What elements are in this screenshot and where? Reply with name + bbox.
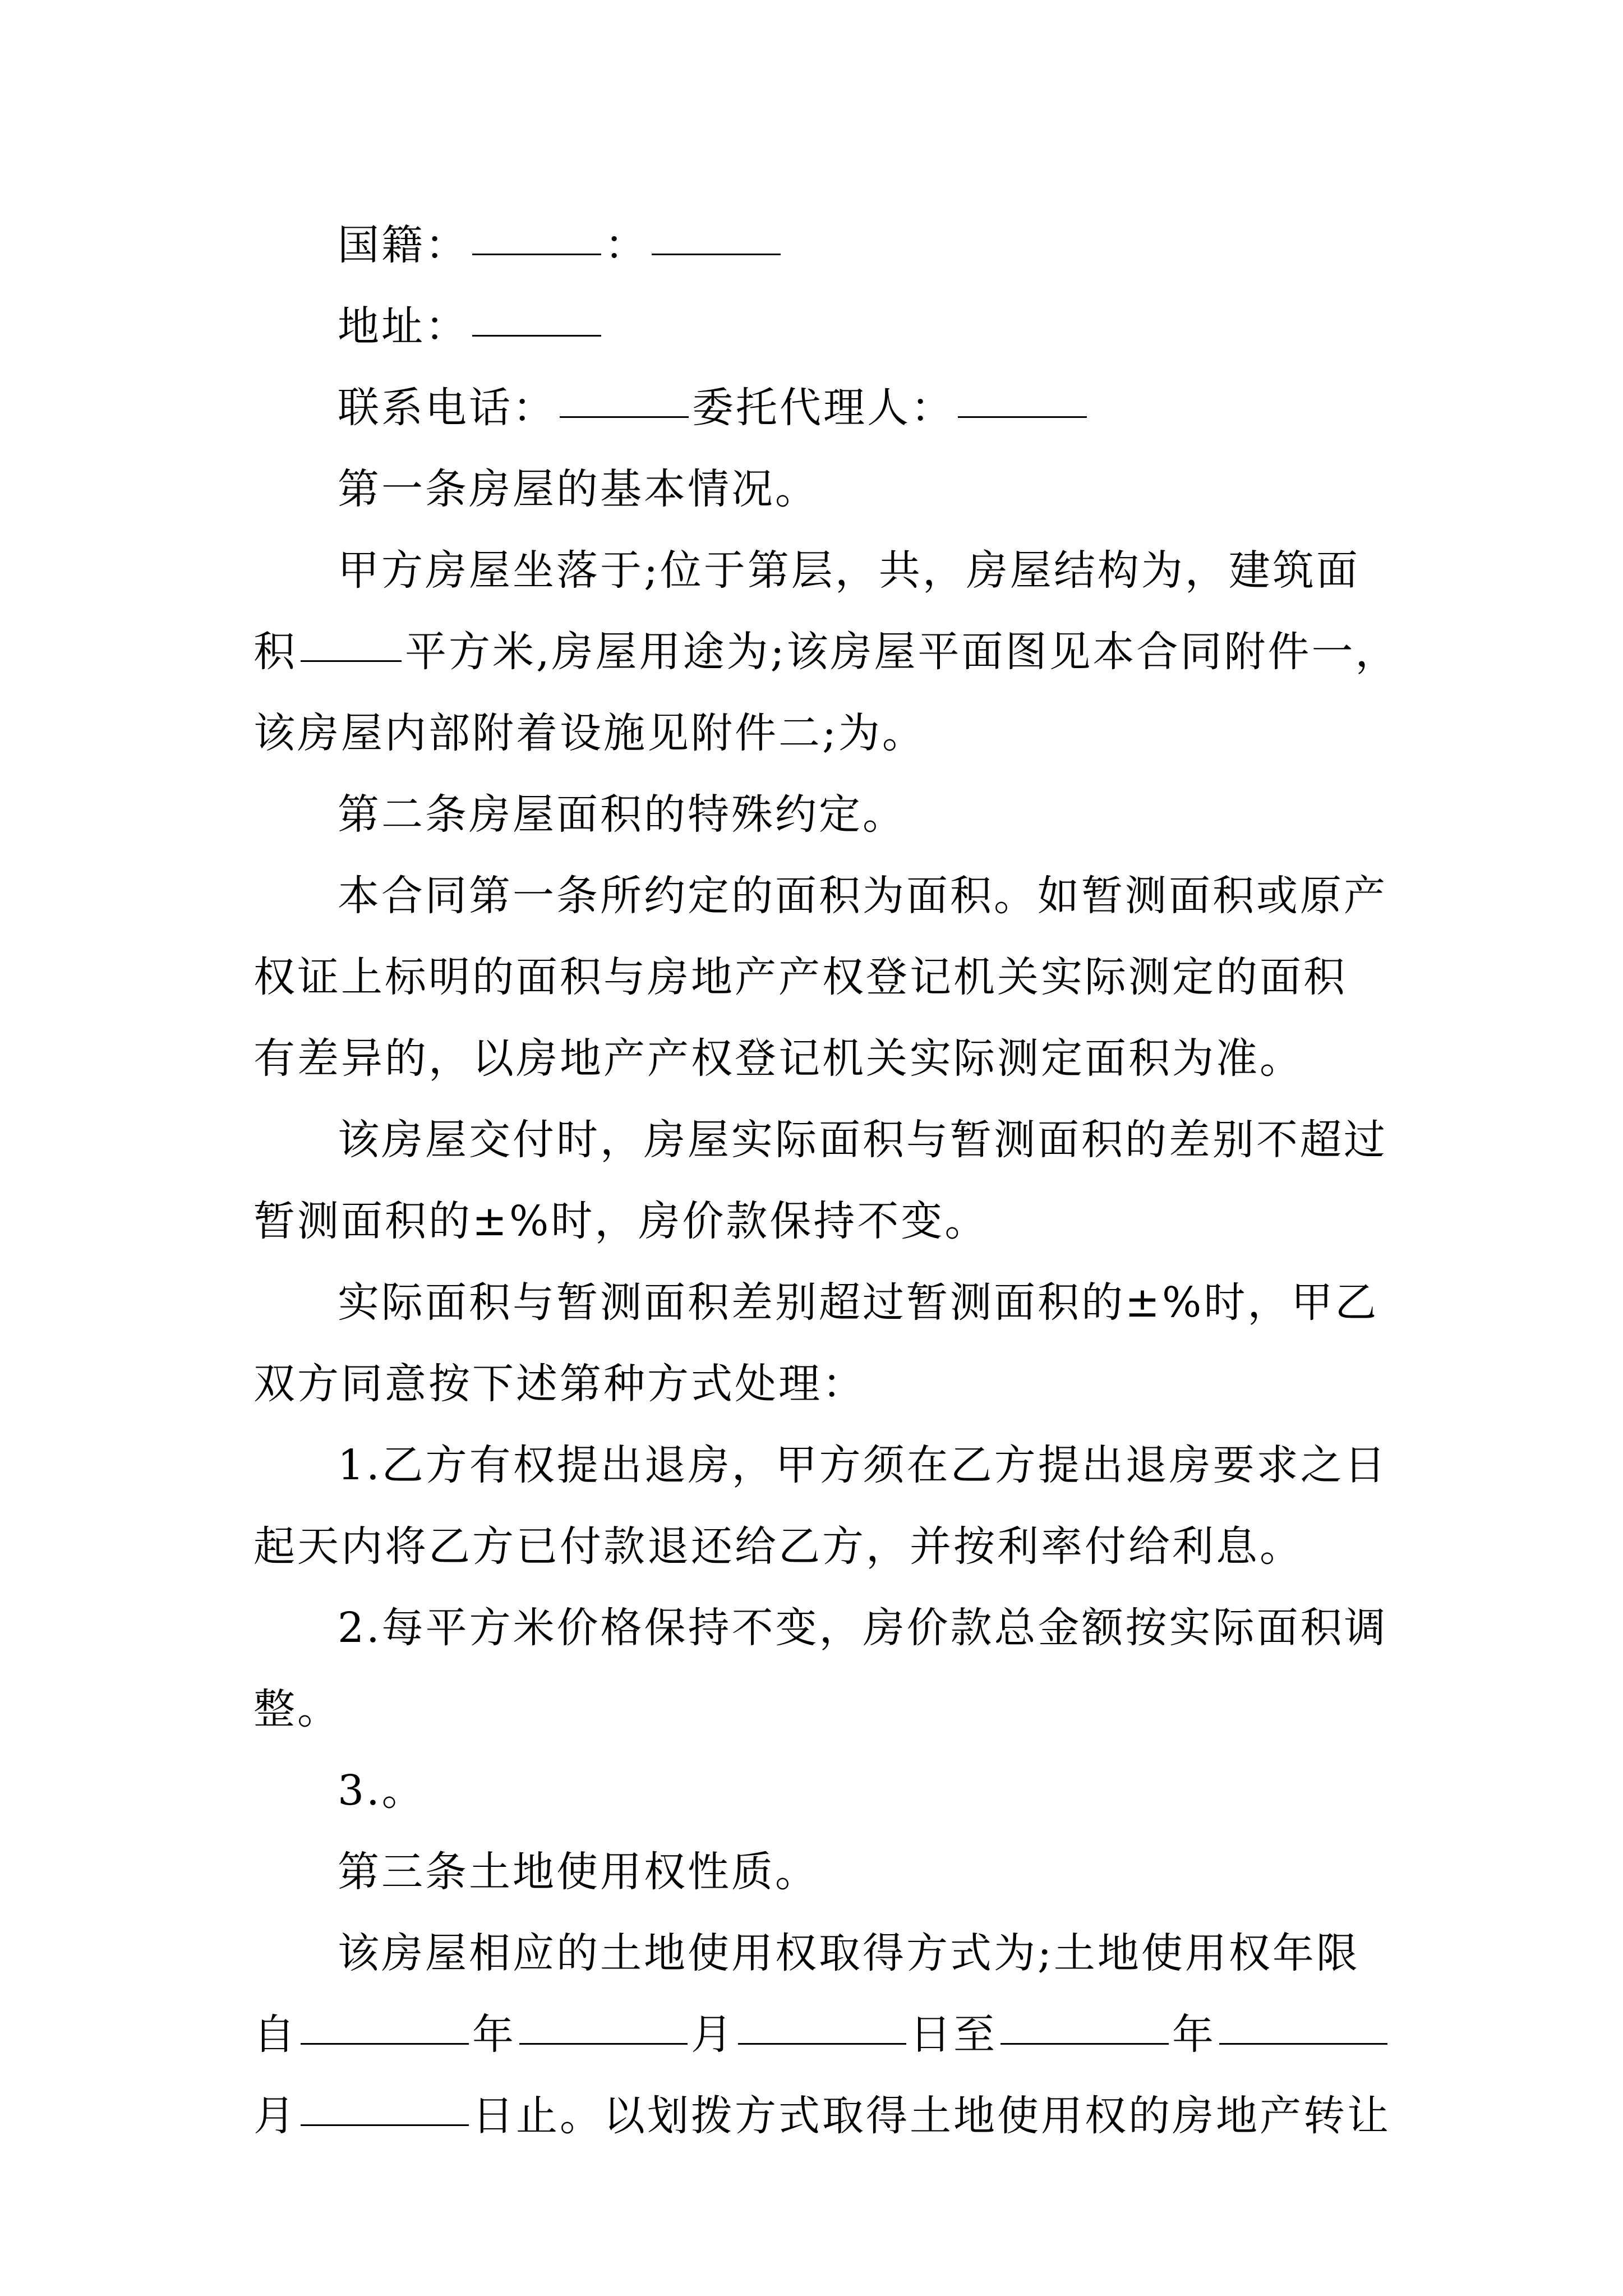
phone-line xyxy=(0,366,1623,450)
paragraph-line: 暂测面积的±%时，房价款保持不变。 xyxy=(253,1197,989,1245)
agent-blank xyxy=(958,366,1087,418)
agent-label: 委托代理人： xyxy=(692,384,955,432)
option-2-line: 2.每平方米价格保持不变，房价款总金额按实际面积调 xyxy=(338,1604,1388,1652)
paragraph-line: 本合同第一条所约定的面积为面积。如暂测面积或原产 xyxy=(338,872,1387,920)
area-text: 平方米,房屋用途为;该房屋平面图见本合同附件一， xyxy=(405,628,1399,676)
address-blank xyxy=(472,284,601,337)
phone-label: 联系电话： xyxy=(338,384,556,432)
paragraph-line: 有差异的，以房地产产权登记机关实际测定面积为准。 xyxy=(253,1034,1303,1083)
option-2-continuation: 整。 xyxy=(253,1685,341,1733)
year-label: 年 xyxy=(472,2010,516,2059)
start-year-blank xyxy=(301,1993,469,2045)
option-3-line: 3.。 xyxy=(338,1766,426,1815)
paragraph-line: 实际面积与暂测面积差别超过暂测面积的±%时，甲乙 xyxy=(338,1278,1379,1327)
end-year-blank xyxy=(1000,1993,1169,2045)
end-month-blank xyxy=(1219,1993,1387,2045)
year-label: 年 xyxy=(1172,2010,1216,2059)
term-end-line xyxy=(0,2074,1623,2158)
nationality-blank-2 xyxy=(652,203,781,255)
nationality-separator: ： xyxy=(605,221,648,269)
nationality-blank-1 xyxy=(472,203,601,255)
area-line xyxy=(0,610,1623,694)
article-3-heading: 第三条土地使用权性质。 xyxy=(338,1848,819,1896)
option-1-line: 1.乙方有权提出退房，甲方须在乙方提出退房要求之日 xyxy=(338,1441,1388,1489)
article-2-heading: 第二条房屋面积的特殊约定。 xyxy=(338,790,906,839)
from-label: 自 xyxy=(253,2010,297,2059)
month-label: 月 xyxy=(253,2092,297,2140)
paragraph-line: 该房屋交付时，房屋实际面积与暂测面积的差别不超过 xyxy=(338,1116,1387,1164)
option-1-continuation: 起天内将乙方已付款退还给乙方，并按利率付给利息。 xyxy=(253,1522,1303,1571)
paragraph-line: 该房屋相应的土地使用权取得方式为;土地使用权年限 xyxy=(338,1929,1360,1977)
nationality-label: 国籍： xyxy=(338,221,469,269)
area-blank xyxy=(301,610,402,662)
paragraph-line: 双方同意按下述第种方式处理： xyxy=(253,1360,866,1408)
term-dates-line xyxy=(0,1993,1623,2077)
start-day-blank xyxy=(738,1993,906,2045)
article-1-heading: 第一条房屋的基本情况。 xyxy=(338,465,819,513)
area-label: 积 xyxy=(253,628,297,676)
address-line xyxy=(0,284,1623,369)
nationality-line xyxy=(0,203,1623,287)
address-label: 地址： xyxy=(338,302,469,351)
paragraph-line: 甲方房屋坐落于;位于第层，共，房屋结构为，建筑面 xyxy=(338,546,1360,595)
start-month-blank xyxy=(519,1993,688,2045)
phone-blank xyxy=(560,366,689,418)
month-label: 月 xyxy=(691,2010,735,2059)
paragraph-line: 权证上标明的面积与房地产产权登记机关实际测定的面积 xyxy=(253,953,1347,1001)
day-to-label: 日至 xyxy=(910,2010,997,2059)
end-day-blank xyxy=(301,2074,469,2126)
paragraph-line: 该房屋内部附着设施见附件二;为。 xyxy=(253,709,926,757)
term-end-text: 日止。以划拨方式取得土地使用权的房地产转让 xyxy=(472,2092,1391,2140)
